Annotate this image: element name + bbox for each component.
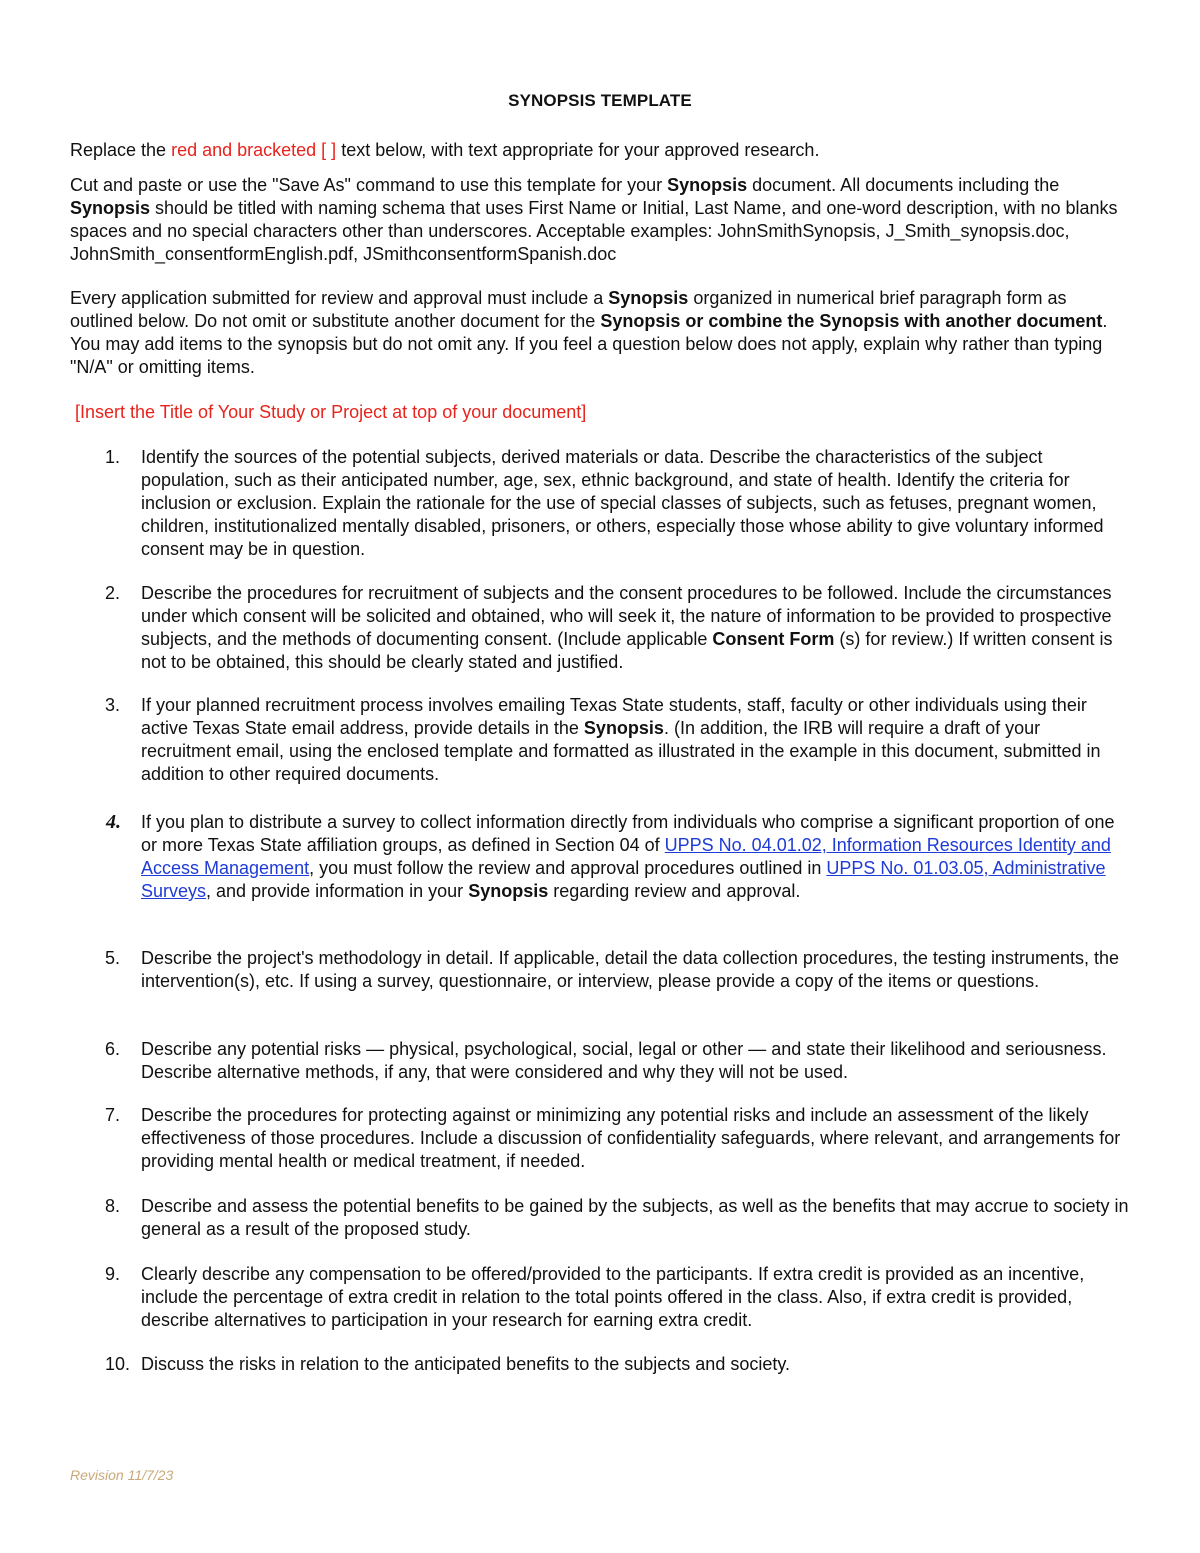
item-text: Describe the project's methodology in detail. If applicable, detail the data collection procedures, the testing instruments, the intervention(s), etc. If using a survey, questionnaire, or interview, please provide a copy of the items or questions. [141, 948, 1119, 991]
item-number: 4. [106, 811, 121, 833]
item-text-part: (s) for review.) If written consent is not to be obtained, this should be clearly stated and justified. [141, 629, 1113, 672]
synopsis-bold: Synopsis [667, 175, 748, 195]
upps-identity-access-link[interactable]: UPPS No. 04.01.02, Information Resources Identity and Access Management [141, 835, 1111, 878]
insert-title-placeholder: [Insert the Title of Your Study or Project at top of your document] [75, 402, 587, 422]
item-text [141, 694, 1130, 786]
item-text: Describe and assess the potential benefits to be gained by the subjects, as well as the benefits that may accrue to society in general as a result of the proposed study. [141, 1196, 1129, 1239]
consent-form-bold: Consent Form [712, 629, 835, 649]
item-text-part: If you plan to distribute a survey to collect information directly from individuals who comprise a significant proportion of one or more Texas State affiliation groups, as defined in Section 04 of [141, 812, 1115, 855]
item-text: Describe any potential risks — physical, psychological, social, legal or other — and state their likelihood and seriousness. Describe alternative methods, if any, that were considered and why they will not be used. [141, 1039, 1107, 1082]
item-text [141, 811, 1130, 903]
intro-text: Replace the [70, 140, 172, 160]
item-number: 1. [105, 447, 121, 467]
item-text-part: If your planned recruitment process involves emailing Texas State students, staff, faculty or other individuals using their active Texas State email address, provide details in the [141, 695, 1087, 738]
item-text-part: regarding review and approval. [548, 881, 801, 901]
item-number: 7. [105, 1105, 121, 1125]
item-text: Clearly describe any compensation to be offered/provided to the participants. If extra credit is provided as an incentive, include the percentage of extra credit in relation to the total points offered in the class. Also, if extra credit is provided, describe alternatives to participation in your research for earning extra credit. [141, 1264, 1085, 1330]
requirements-text: . You may add items to the synopsis but do not omit any. If you feel a question below does not apply, explain why rather than typing "N/A" or omitting items. [70, 311, 1108, 377]
page-title: SYNOPSIS TEMPLATE [508, 91, 692, 110]
synopsis-bold: Synopsis [70, 198, 151, 218]
item-number: 6. [105, 1039, 121, 1059]
intro-text-end: text below, with text appropriate for your approved research. [336, 140, 820, 160]
item-number: 8. [105, 1196, 121, 1216]
synopsis-bold: Synopsis [583, 718, 664, 738]
item-text: Identify the sources of the potential subjects, derived materials or data. Describe the characteristics of the subject population, such as their anticipated number, age, sex, ethnic background, and state of health. Identify the criteria for inclusion or exclusion. Explain the rationale for the use of special classes of subjects, such as fetuses, pregnant women, children, institutionalized mentally disabled, prisoners, or others, especially those whose ability to give voluntary informed consent may be in question. [141, 447, 1104, 559]
requirements-text: organized in numerical brief paragraph form as outlined below. Do not omit or substitute another document for the [70, 288, 1067, 331]
item-number: 2. [105, 583, 121, 603]
intro-red-text: red and bracketed [ ] [171, 140, 337, 160]
item-number: 3. [105, 695, 121, 715]
naming-text: document. All documents including the [747, 175, 1060, 195]
requirements-text: Every application submitted for review and approval must include a [70, 288, 609, 308]
synopsis-bold: Synopsis [608, 288, 689, 308]
document-page [70, 0, 1130, 1553]
revision-footer: Revision 11/7/23 [70, 1467, 174, 1483]
upps-administrative-surveys-link[interactable]: UPPS No. 01.03.05, Administrative Surveys [141, 858, 1106, 901]
synopsis-bold: Synopsis or combine the Synopsis with another document [600, 311, 1103, 331]
item-number: 9. [105, 1264, 121, 1284]
item-text [141, 582, 1130, 674]
item-number: 10. [105, 1354, 131, 1374]
item-text: Describe the procedures for protecting against or minimizing any potential risks and include an assessment of the likely effectiveness of those procedures. Include a discussion of confidentiality safeguards, where relevant, and arrangements for providing mental health or medical treatment, if needed. [141, 1105, 1121, 1171]
synopsis-bold: Synopsis [468, 881, 549, 901]
naming-text: should be titled with naming schema that uses First Name or Initial, Last Name, and one-word description, with no blanks spaces and no special characters other than underscores. Acceptable examples: JohnSmithSynopsis, J_Smith_synopsis.doc, JohnSmith_consentformEnglish.pdf, JSmithconsentformSpanish.doc [70, 198, 1118, 264]
naming-instructions-paragraph [70, 174, 1130, 266]
item-text-part: Describe the procedures for recruitment of subjects and the consent procedures to be followed. Include the circumstances under which consent will be solicited and obtained, who will seek it, the nature of information to be provided to prospective subjects, and the methods of documenting consent. (Include applicable [141, 583, 1112, 649]
intro-paragraph [70, 139, 1130, 162]
item-text: Discuss the risks in relation to the anticipated benefits to the subjects and society. [141, 1354, 791, 1374]
item-number: 5. [105, 948, 121, 968]
item-text-part: , and provide information in your [206, 881, 469, 901]
naming-text: Cut and paste or use the "Save As" command to use this template for your [70, 175, 668, 195]
requirements-paragraph [70, 287, 1130, 379]
item-text-part: . (In addition, the IRB will require a draft of your recruitment email, using the enclosed template and formatted as illustrated in the example in this document, submitted in addition to other required documents. [141, 718, 1101, 784]
item-text-part: , you must follow the review and approval procedures outlined in [309, 858, 827, 878]
